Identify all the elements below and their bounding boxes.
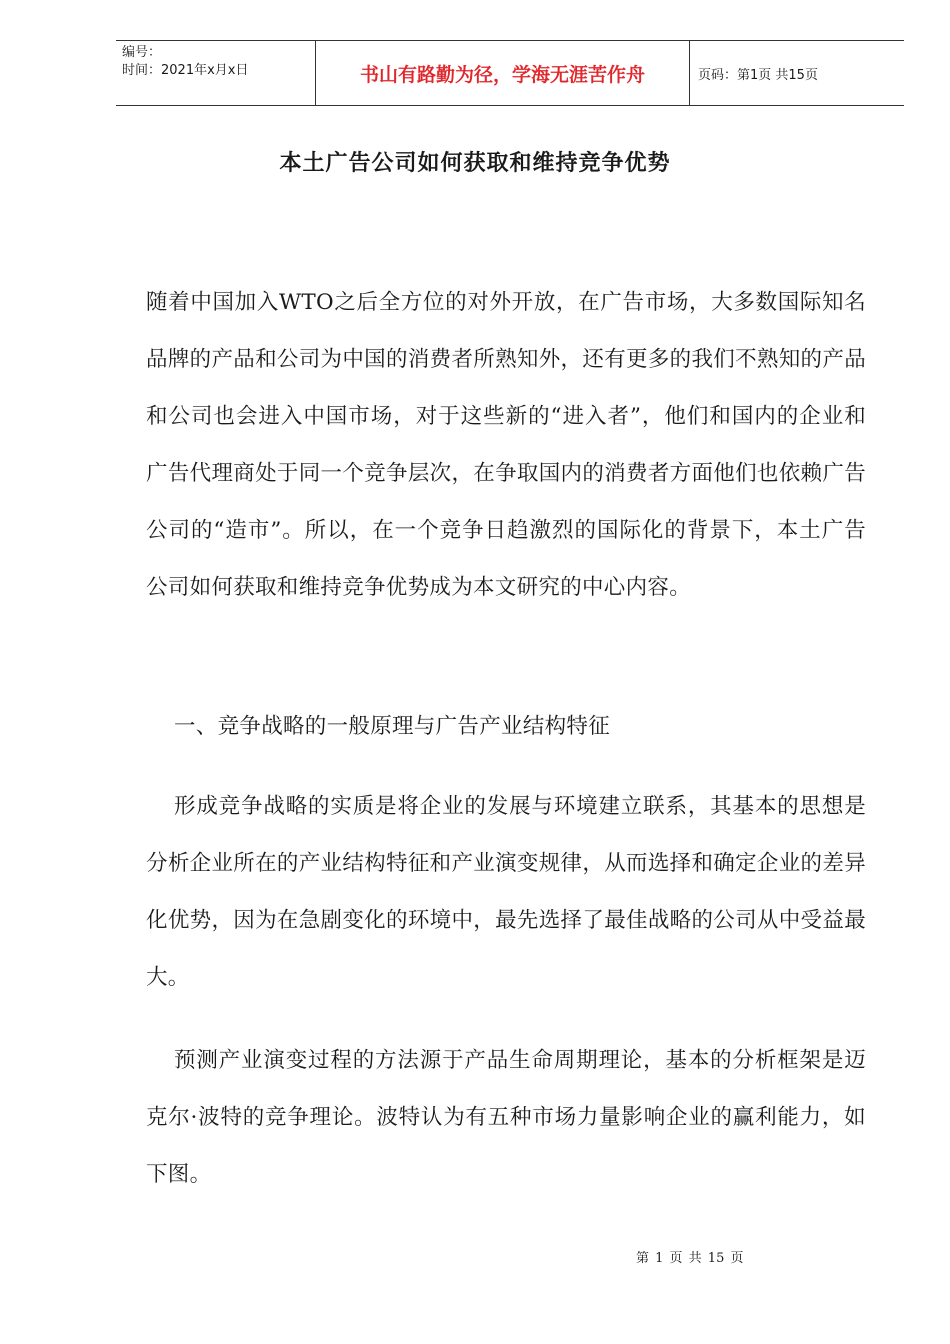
document-title: 本土广告公司如何获取和维持竞争优势 bbox=[279, 151, 671, 176]
page-header bbox=[116, 40, 904, 106]
body-paragraph-intro bbox=[146, 274, 866, 616]
section-heading-text: 一、竞争战略的一般原理与广告产业结构特征 bbox=[174, 714, 611, 739]
header-motto-cell bbox=[316, 41, 690, 105]
document-number-label: 编号： bbox=[122, 45, 162, 60]
header-page-info: 页码：第1页 共15页 bbox=[698, 67, 818, 83]
body-paragraph-porter bbox=[146, 1032, 866, 1203]
paragraph-text: 预测产业演变过程的方法源于产品生命周期理论，基本的分析框架是迈克尔·波特的竞争理论。波特认为有五种市场力量影响企业的赢利能力，如下图。 bbox=[146, 1048, 866, 1187]
paragraph-text: 形成竞争战略的实质是将企业的发展与环境建立联系，其基本的思想是分析企业所在的产业结构特征和产业演变规律，从而选择和确定企业的差异化优势，因为在急剧变化的环境中，最先选择了最佳战略的公司从中受益最大。 bbox=[146, 794, 866, 990]
document-date: 时间：2021年x月x日 bbox=[122, 63, 249, 78]
body-paragraph-strategy bbox=[146, 778, 866, 1006]
section-heading bbox=[146, 698, 866, 755]
header-page-cell bbox=[690, 41, 904, 105]
header-motto: 书山有路勤为径，学海无涯苦作舟 bbox=[359, 63, 645, 86]
header-meta-cell bbox=[116, 41, 316, 105]
page-footer: 第 1 页 共 15 页 bbox=[636, 1251, 744, 1266]
paragraph-text: 随着中国加入WTO之后全方位的对外开放，在广告市场，大多数国际知名品牌的产品和公司为中国的消费者所熟知外，还有更多的我们不熟知的产品和公司也会进入中国市场，对于这些新的“进入者”，他们和国内的企业和广告代理商处于同一个竞争层次，在争取国内的消费者方面他们也依赖广告公司的“造市”。所以，在一个竞争日趋激烈的国际化的背景下，本土广告公司如何获取和维持竞争优势成为本文研究的中心内容。 bbox=[146, 290, 866, 600]
